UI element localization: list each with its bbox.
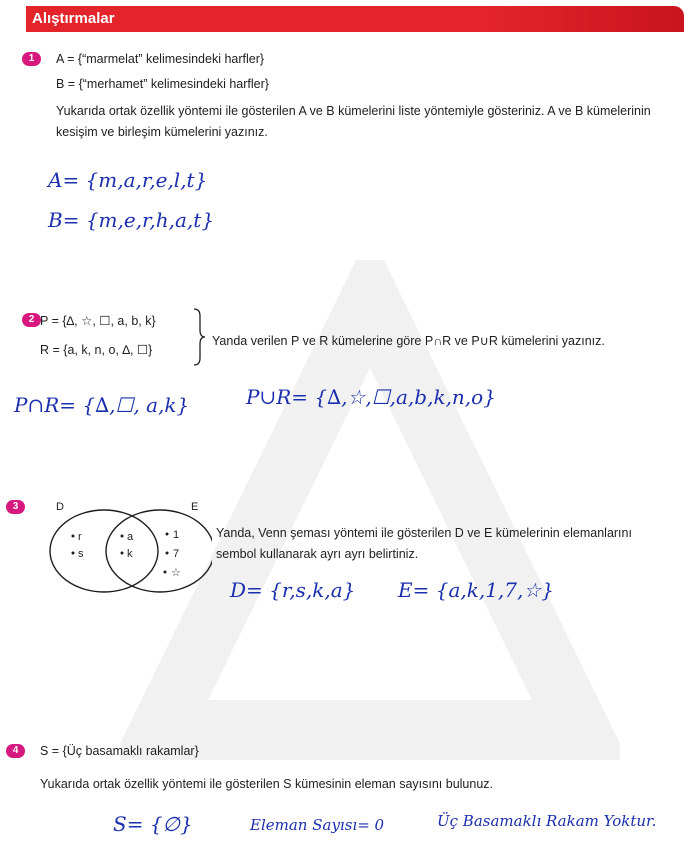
question-3-badge: 3	[6, 500, 25, 514]
venn-element-s: s	[78, 548, 84, 560]
venn-circle-e	[106, 510, 212, 592]
venn-dot	[121, 535, 124, 538]
q4-answer-set: S= {∅}	[113, 812, 193, 836]
venn-dot	[72, 535, 75, 538]
question-1-badge: 1	[22, 52, 41, 66]
venn-element-r: r	[78, 531, 82, 543]
venn-label-d: D	[56, 501, 64, 513]
q4-set-s: S = {Üç basamaklı rakamlar}	[40, 744, 199, 758]
q3-instruction: Yanda, Venn şeması yöntemi ile gösterilen D ve E kümelerinin elemanlarını sembol kullanarak ayrı ayrı belirtiniz.	[216, 526, 632, 561]
q3-answer-d: D= {r,s,k,a}	[230, 578, 356, 602]
question-2-badge: 2	[22, 313, 41, 327]
q3-answer-e: E= {a,k,1,7,☆}	[398, 578, 555, 602]
venn-dot	[121, 552, 124, 555]
venn-dot	[166, 533, 169, 536]
q1-answer-a: A= {m,a,r,e,l,t}	[48, 168, 208, 192]
q4-answer-note: Üç Basamaklı Rakam Yoktur.	[437, 812, 657, 830]
q2-instruction: Yanda verilen P ve R kümelerine göre P∩R ve P∪R kümelerini yazınız.	[212, 334, 605, 348]
venn-element-1: 1	[173, 529, 180, 541]
venn-dot	[166, 552, 169, 555]
question-4-badge: 4	[6, 744, 25, 758]
venn-dot	[164, 571, 167, 574]
venn-circle-d	[50, 510, 158, 592]
q1-answer-b: B= {m,e,r,h,a,t}	[48, 208, 215, 232]
venn-element-a: a	[127, 531, 134, 543]
q1-instruction: Yukarıda ortak özellik yöntemi ile gösterilen A ve B kümelerini liste yöntemiyle gösteriniz. A ve B kümelerinin kesişim ve birleşim kümelerini yazınız.	[56, 104, 651, 139]
venn-label-e: E	[191, 501, 199, 513]
venn-element-7: 7	[173, 548, 180, 560]
q2-answer-intersection: P∩R= {∆,☐, a,k}	[14, 393, 190, 417]
venn-element-k: k	[127, 548, 133, 560]
q2-set-p: P = {∆, ☆, ☐, a, b, k}	[40, 314, 156, 328]
q4-answer-count: Eleman Sayısı= 0	[250, 816, 385, 834]
header-bar	[26, 6, 684, 32]
q1-set-b: B = {“merhamet” kelimesindeki harfler}	[56, 77, 269, 91]
section-title: Alıştırmalar	[32, 10, 115, 27]
curly-brace	[192, 308, 206, 366]
venn-element-star: ☆	[171, 567, 181, 579]
q1-set-a: A = {“marmelat” kelimesindeki harfler}	[56, 52, 265, 66]
venn-dot	[72, 552, 75, 555]
q2-answer-union: P∪R= {∆,☆,☐,a,b,k,n,o}	[246, 385, 496, 409]
venn-diagram	[42, 497, 212, 597]
q4-instruction: Yukarıda ortak özellik yöntemi ile gösterilen S kümesinin eleman sayısını bulunuz.	[40, 777, 494, 791]
q2-set-r: R = {a, k, n, o, ∆, ☐}	[40, 343, 153, 357]
section-header	[0, 6, 684, 32]
